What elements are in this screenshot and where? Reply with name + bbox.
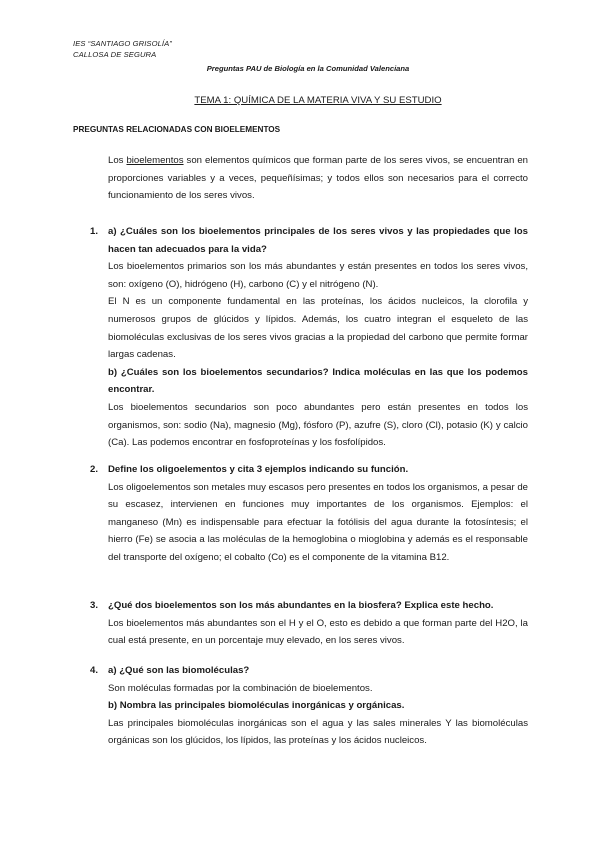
question-4b: b) Nombra las principales biomoléculas inorgánicas y orgánicas. (108, 700, 405, 712)
question-number: 1. (90, 226, 99, 237)
question-1b: b) ¿Cuáles son los bioelementos secundarios? Indica moléculas en las que los podemos encontrar. (108, 366, 528, 396)
page-title-text: TEMA 1: QUÍMICA DE LA MATERIA VIVA Y SU ESTUDIO (194, 95, 442, 106)
answer-3: Los bioelementos más abundantes son el H y el O, esto es debido a que forman parte del H2O, la cual está presente, en un porcentaje muy elevado, en los seres vivos. (108, 617, 528, 647)
section-heading: PREGUNTAS RELACIONADAS CON BIOELEMENTOS (73, 125, 281, 134)
page-title (0, 95, 600, 106)
question-2 (90, 461, 528, 567)
question-2-text: Define los oligoelementos y cita 3 ejemplos indicando su función. (108, 464, 409, 475)
question-number: 3. (90, 600, 99, 611)
question-number: 4. (90, 665, 99, 676)
intro-lead: Los (108, 155, 127, 166)
answer-2: Los oligoelementos son metales muy escasos pero presentes en todos los organismos, a pesar de su escasez, intervienen en funciones muy importantes de los organismos. Ejemplos: el manganeso (Mn) es indispensable para efectuar la fotólisis del agua durante la fotosíntesis; el hierro (Fe) se asocia a las moléculas de la hemoglobina o mioglobina y además es el responsable del transporte del oxígeno; el cobalto (Co) es el componente de la vitamina B12. (108, 481, 528, 563)
document-subtitle: Preguntas PAU de Biología en la Comunidad Valenciana (206, 64, 410, 73)
question-number: 2. (90, 464, 99, 475)
school-town: CALLOSA DE SEGURA (73, 50, 157, 59)
intro-paragraph (108, 152, 528, 205)
answer-1a-part1: Los bioelementos primarios son los más abundantes y están presentes en todos los seres vivos, son: oxígeno (O), hidrógeno (H), carbono (C) y el nitrógeno (N). (108, 261, 528, 290)
question-3-text: ¿Qué dos bioelementos son los más abundantes en la biosfera? Explica este hecho. (108, 600, 494, 611)
answer-4a: Son moléculas formadas por la combinación de bioelementos. (108, 682, 373, 694)
answer-1b: Los bioelementos secundarios son poco abundantes pero están presentes en todos los organismos, son: sodio (Na), magnesio (Mg), fósforo (P), azufre (S), cloro (Cl), potasio (K) y calcio (Ca). Las podemos encontrar en fosfoproteínas y los fosfolípidos. (108, 401, 528, 449)
question-3 (90, 597, 528, 650)
answer-4b: Las principales biomoléculas inorgánicas son el agua y las sales minerales Y las biomoléculas orgánicas son los glúcidos, los lípidos, las proteínas y los ácidos nucleicos. (108, 717, 528, 747)
question-4a: a) ¿Qué son las biomoléculas? (108, 665, 250, 676)
question-4 (90, 662, 528, 750)
answer-1a-part2: El N es un componente fundamental en las proteínas, los ácidos nucleicos, la clorofila y numerosos grupos de glúcidos y lípidos. Además, los cuatro integran el esqueleto de las biomoléculas exclusivas de los seres vivos gracias a la propiedad del carbono que permite formar largas cadenas. (108, 296, 528, 361)
question-1a: a) ¿Cuáles son los bioelementos principales de los seres vivos y las propiedades que los hacen tan adecuados para la vida? (108, 226, 528, 255)
question-1 (90, 223, 528, 452)
school-name: IES “SANTIAGO GRISOLÍA” (73, 39, 172, 48)
intro-rest: son elementos químicos que forman parte de los seres vivos, se encuentran en proporciones variables y a veces, pequeñísimas; y todos ellos son necesarios para el correcto funcionamiento de los seres vivos. (108, 155, 529, 202)
intro-term: bioelementos (126, 155, 184, 166)
school-header (73, 38, 172, 60)
